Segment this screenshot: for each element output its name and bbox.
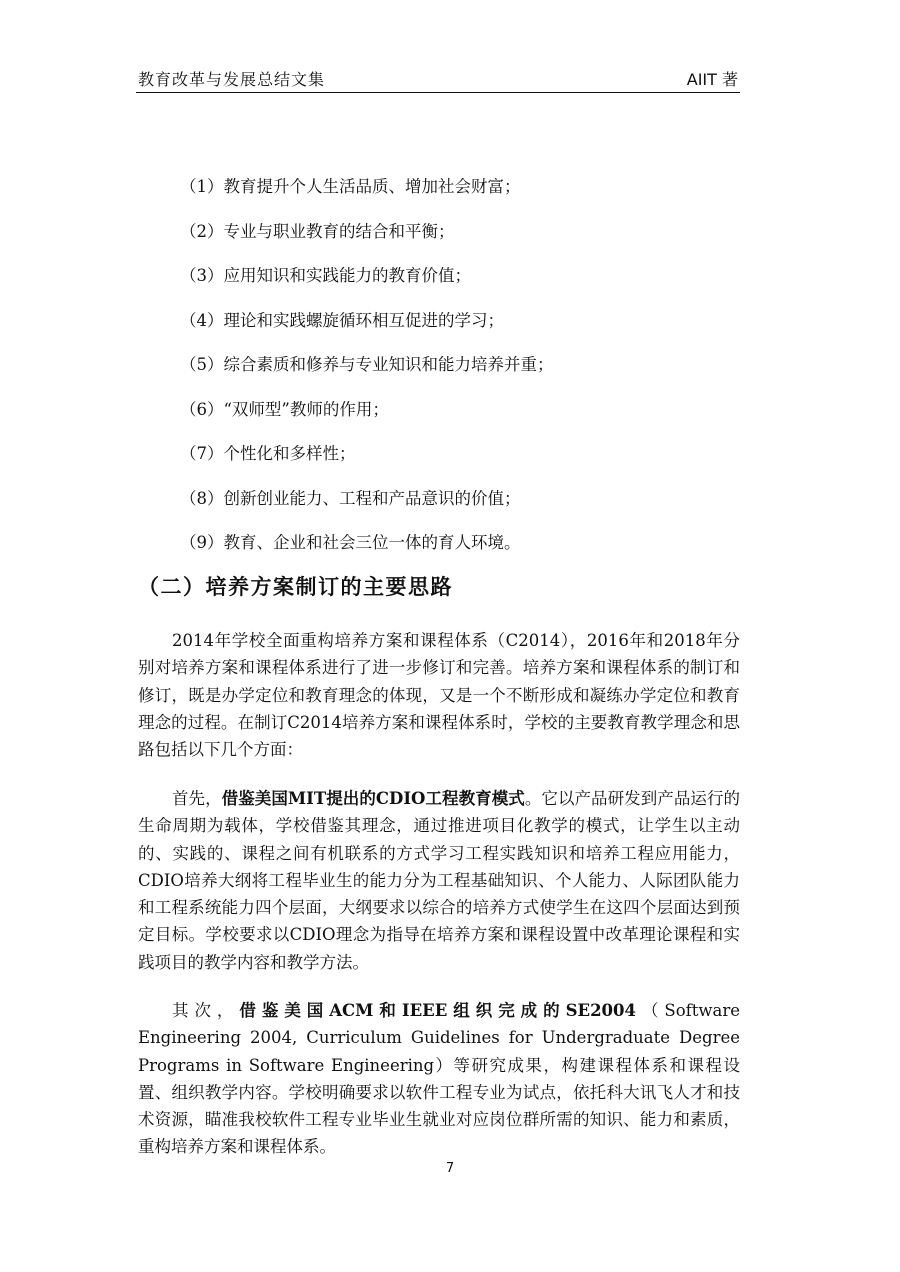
paragraph-body: 。它以产品研发到产品运行的生命周期为载体，学校借鉴其理念，通过推进项目化教学的模式，让学生以主动的、实践的、课程之间有机联系的方式学习工程实践知识和培养工程应用能力，CDIO培养大纲将工程毕业生的能力分为工程基础知识、个人能力、人际团队能力和工程系统能力四个层面，大纲要求以综合的培养方式使学生在这四个层面达到预定目标。学校要求以CDIO理念为指导在培养方案和课程设置中改革理论课程和实践项目的教学内容和教学方法。 [138,789,741,972]
paragraph-body: （Software Engineering 2004, Curriculum Guidelines for Undergraduate Degree Programs in Software Engineering）等研究成果，构建课程体系和课程设置、组织教学内容。学校明确要求以软件工程专业为试点，依托科大讯飞人才和技术资源，瞄准我校软件工程专业毕业生就业对应岗位群所需的知识、能力和素质，重构培养方案和课程体系。 [138,1001,741,1157]
paragraph-lead: 首先， [172,789,222,808]
list-item: （3）应用知识和实践能力的教育价值； [180,266,471,285]
list-item: （9）教育、企业和社会三位一体的育人环境。 [180,533,521,552]
section-heading: （二）培养方案制订的主要思路 [138,575,453,599]
paragraph-cdio [138,785,740,976]
paragraph-lead: 其次， [172,1001,240,1020]
list-item: （4）理论和实践螺旋循环相互促进的学习； [180,310,504,330]
paragraph-se2004 [138,997,740,1161]
list-item: （5）综合素质和修养与专业知识和能力培养并重； [180,355,554,374]
paragraph-curriculum-overview: 2014年学校全面重构培养方案和课程体系（C2014），2016年和2018年分别对培养方案和课程体系进行了进一步修订和完善。培养方案和课程体系的制订和修订，既是办学定位和教育理念的体现，又是一个不断形成和凝练办学定位和教育理念的过程。在制订C2014培养方案和课程体系时，学校的主要教育教学理念和思路包括以下几个方面： [138,631,740,760]
list-item: （8）创新创业能力、工程和产品意识的价值； [180,488,521,508]
list-item: （6）“双师型”教师的作用； [180,399,389,419]
paragraph-emphasis: 借鉴美国MIT提出的CDIO工程教育模式 [221,789,525,808]
header-author: AIIT 著 [686,70,738,89]
header-title: 教育改革与发展总结文集 [138,70,326,89]
page-header [138,70,738,90]
list-item: （1）教育提升个人生活品质、增加社会财富； [180,177,521,196]
principles-list [180,175,740,576]
page-number: 7 [445,1161,455,1176]
list-item: （7）个性化和多样性； [180,444,356,463]
paragraph-emphasis: 借鉴美国ACM和IEEE组织完成的SE2004 [239,1001,636,1020]
list-item: （2）专业与职业教育的结合和平衡； [180,221,455,241]
header-divider [136,92,740,93]
